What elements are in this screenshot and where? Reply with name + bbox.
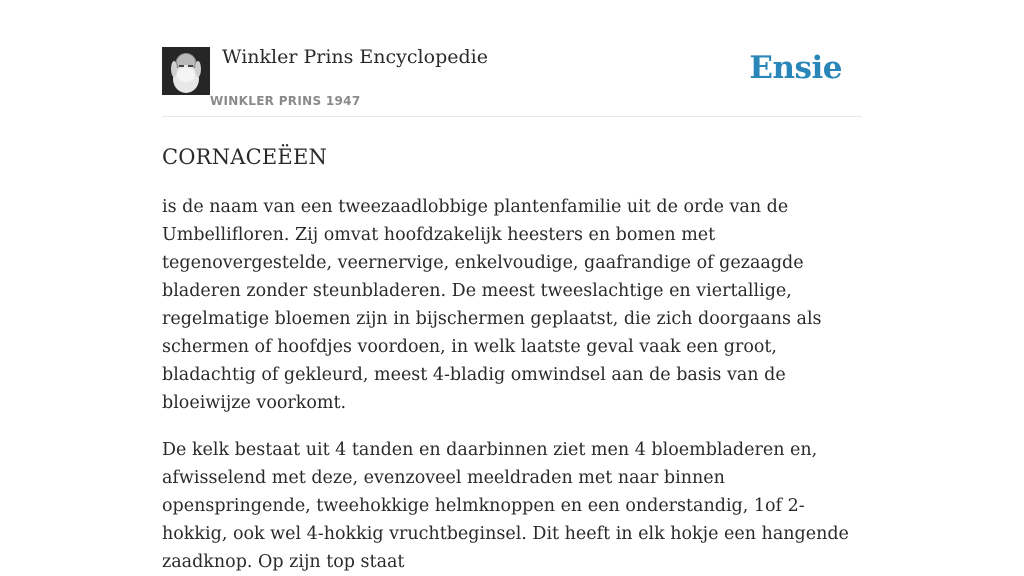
article-paragraph: is de naam van een tweezaadlobbige plantenfamilie uit de orde van de Umbellifloren. Zij omvat hoofdzakelijk heesters en bomen met tegenovergestelde, veernervige, enkelvoudige, gaafrandige of gezaagde bladeren zonder steunbladeren. De meest tweeslachtige en viertallige, regelmatige bloemen zijn in bijschermen geplaatst, die zich doorgaans als schermen of hoofdjes voordoen, in welk laatste geval vaak een groot, bladachtig of gekleurd, meest 4-bladig omwindsel aan de basis van de bloeiwijze voorkomt. [162, 197, 822, 413]
article-title: CORNACEËEN [162, 145, 328, 169]
publisher-name[interactable]: Winkler Prins Encyclopedie [222, 46, 488, 68]
avatar[interactable] [162, 47, 210, 95]
bearded-man-portrait-icon [162, 47, 210, 95]
publisher-source-label: WINKLER PRINS 1947 [210, 94, 361, 108]
header [162, 0, 862, 117]
ensie-logo-link[interactable]: Ensie [749, 50, 842, 86]
page [162, 0, 862, 576]
article-paragraph: De kelk bestaat uit 4 tanden en daarbinnen ziet men 4 bloembladeren en, afwisselend met deze, evenzoveel meeldraden met naar binnen openspringende, tweehokkige helmknoppen en een onderstandig, 1of 2-hokkig, ook wel 4-hokkig vruchtbeginsel. Dit heeft in elk hokje een hangende zaadknop. Op zijn top staat [162, 440, 849, 572]
